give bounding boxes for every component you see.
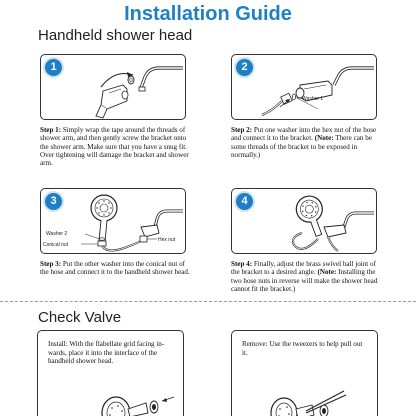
step-4-text <box>231 260 381 293</box>
section-divider <box>0 301 416 302</box>
check-valve-remove-box <box>231 330 378 416</box>
step-4-note-label: (Note: <box>317 268 337 277</box>
step-1-text <box>40 126 190 167</box>
step-2-drawing <box>232 55 377 120</box>
step-3-drawing <box>41 189 186 254</box>
step-1-label: Step 1: <box>40 126 62 134</box>
page-title: Installation Guide <box>124 3 292 25</box>
section-heading-handheld: Handheld shower head <box>38 27 193 44</box>
section-heading-check-valve: Check Valve <box>38 309 122 326</box>
step-1-illustration <box>40 54 186 120</box>
step-4-note-body: Installing the two hose nuts in reverse will make the shower head cannot fit the bracket.) <box>231 268 378 293</box>
step-2-illustration <box>231 54 377 120</box>
step-4-label: Step 4: <box>231 260 253 268</box>
check-valve-remove-text: Remove: Use the tweezers to help pull out it. <box>242 340 363 357</box>
step-3-badge: 3 <box>45 193 62 210</box>
step-2-label: Step 2: <box>231 126 253 134</box>
step-1-badge: 1 <box>45 59 62 76</box>
step-3-text <box>40 260 190 277</box>
hex-nut-label: Hex nut <box>158 237 176 243</box>
step-2-badge: 2 <box>236 59 253 76</box>
washer-2-label: Washer 2 <box>46 231 68 237</box>
washer-1-label: Washer 1 <box>302 96 324 102</box>
check-valve-install-box <box>37 330 184 416</box>
step-1-body: Simply wrap the tape around the threads of shower arm, and then gently screw the bracket onto the shower arm. Make sure that you have a snug fit. Over tightening will damage the bracket and shower arm. <box>40 126 189 168</box>
conical-nut-label: Conical nut <box>43 242 69 248</box>
step-2-body: Put one washer into the hex nut of the hose and connect it to the bracket. <box>231 126 377 143</box>
step-4-body: Finally, adjust the brass swivel ball joint of the bracket to a desired angle. <box>231 260 376 277</box>
check-valve-remove-drawing <box>232 331 378 416</box>
step-1-drawing <box>41 55 186 120</box>
step-4-illustration <box>231 188 377 254</box>
step-2-note-body: There can be some threads of the bracket to be exposed in normally.) <box>231 134 372 159</box>
step-4-drawing <box>232 189 377 254</box>
check-valve-install-drawing <box>38 331 184 416</box>
step-2-text <box>231 126 381 159</box>
step-3-label: Step 3: <box>40 260 62 268</box>
step-3-body: Put the other washer into the conical nut of the hose and connect it to the handheld shower head. <box>40 260 190 277</box>
step-3-illustration <box>40 188 186 254</box>
check-valve-install-text: Install: With the flabellate grid facing in-wards, place it into the interface of the handheld shower head. <box>48 340 165 366</box>
step-2-note-label: (Note: <box>314 134 334 143</box>
step-4-badge: 4 <box>236 193 253 210</box>
